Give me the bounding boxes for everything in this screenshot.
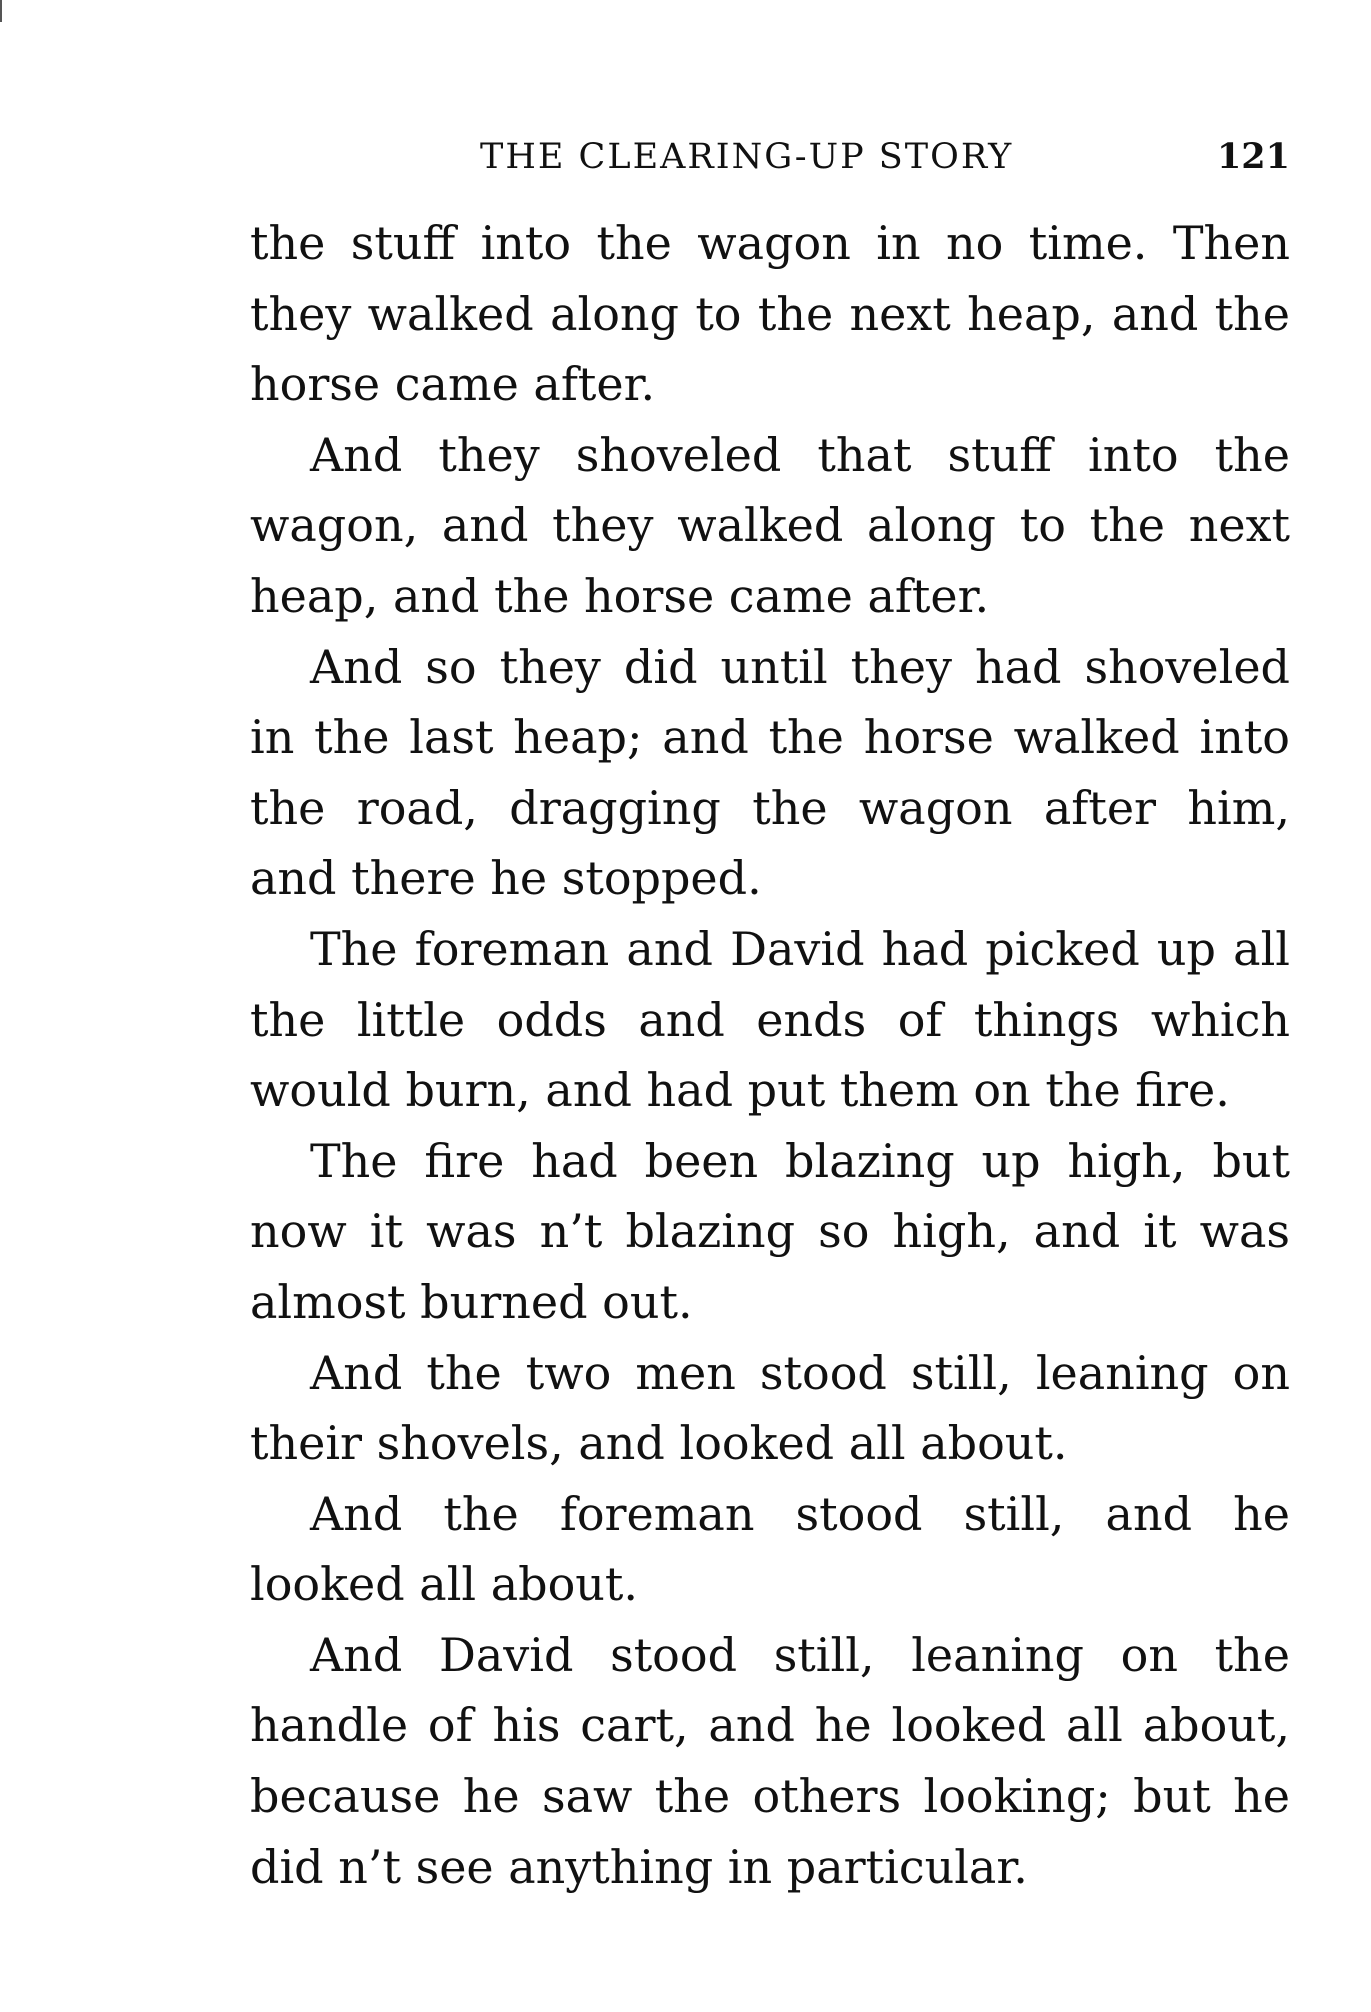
running-title: THE CLEARING-UP STORY: [480, 137, 1014, 177]
paragraph-4: The foreman and David had picked up all the little odds and ends of things which would burn, and had put them on the fire.: [250, 921, 1290, 1118]
paragraph-1: the stuff into the wagon in no time. Then they walked along to the next heap, and the horse came after.: [250, 216, 1290, 412]
paragraph-5: The fire had been blazing up high, but now it was n’t blazing so high, and it was almost burned out.: [250, 1133, 1290, 1329]
page-number: 121: [1216, 136, 1290, 177]
scan-edge-mark: [0, 0, 2, 22]
paragraph-6: And the two men stood still, leaning on their shovels, and looked all about.: [250, 1345, 1290, 1471]
paragraph-8: And David stood still, leaning on the handle of his cart, and he looked all about, because he saw the others looking; but he did n’t see anything in particular.: [250, 1627, 1290, 1894]
paragraph-7: And the foreman stood still, and he looked all about.: [250, 1486, 1290, 1612]
page-header: [250, 132, 1290, 182]
paragraph-2: And they shoveled that stuff into the wagon, and they walked along to the next heap, and the horse came after.: [250, 427, 1290, 623]
body-text: [250, 208, 1290, 1902]
paragraph-3: And so they did until they had shoveled in the last heap; and the horse walked into the road, dragging the wagon after him, and there he stopped.: [250, 639, 1290, 906]
